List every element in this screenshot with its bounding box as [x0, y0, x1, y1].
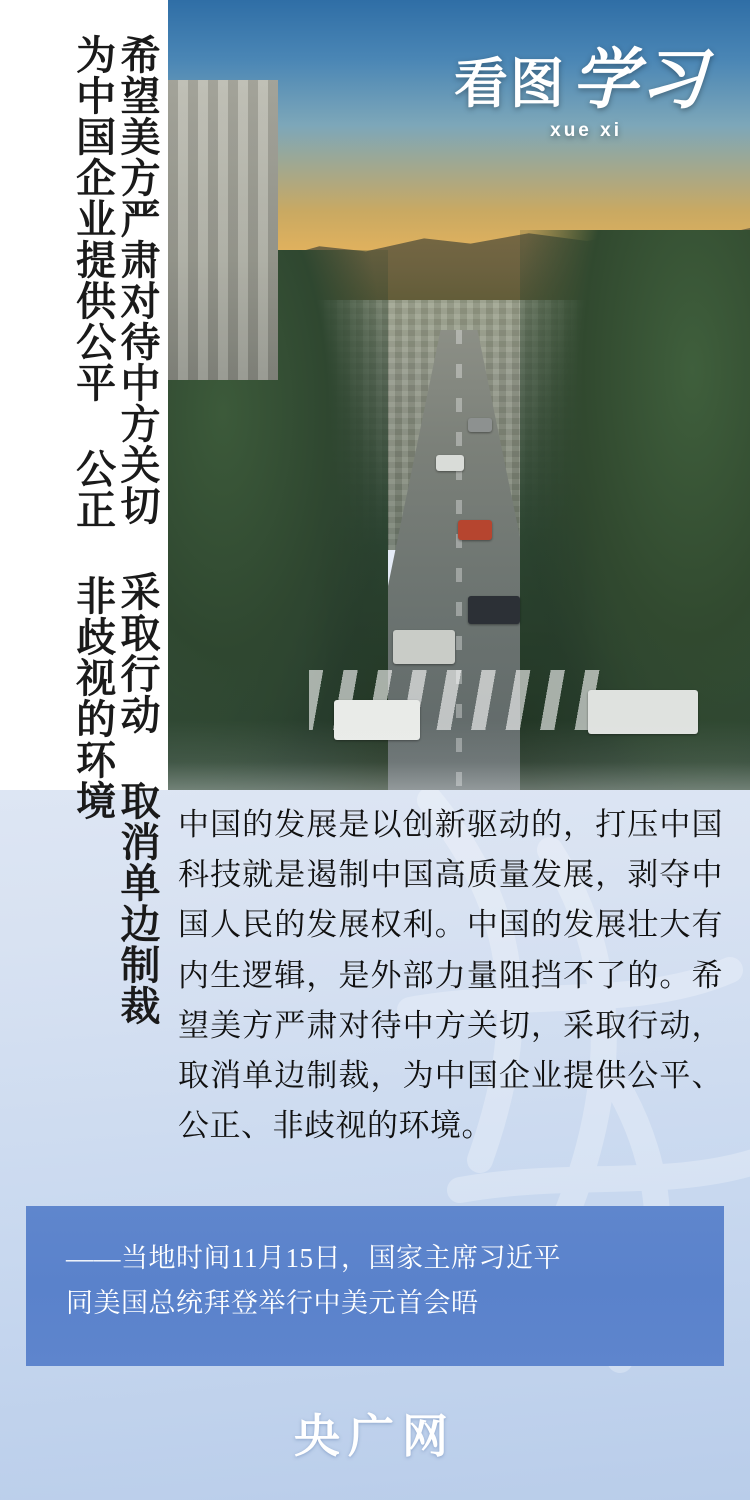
photo-bottom-fade: [168, 720, 750, 790]
photo-foreground-building: [168, 80, 278, 380]
photo-car: [468, 596, 520, 624]
footer: [0, 1366, 750, 1500]
photo-car: [436, 455, 464, 471]
photo-car: [468, 418, 492, 432]
quote-block: [178, 800, 723, 1152]
headline: [0, 0, 168, 1200]
brand-pinyin: xue xi: [550, 120, 622, 141]
source-line-2: 同美国总统拜登举行中美元首会晤: [66, 1288, 479, 1319]
source-box: [26, 1206, 724, 1366]
quote-text: 中国的发展是以创新驱动的，打压中国科技就是遏制中国高质量发展，剥夺中国人民的发展权利。中国的发展壮大有内生逻辑，是外部力量阻挡不了的。希望美方严肃对待中方关切，采取行动，取消单边制裁，为中国企业提供公平、公正、非歧视的环境。: [178, 807, 723, 1144]
headline-column-2: 为中国企业提供公平 公正 非歧视的环境: [70, 34, 115, 821]
brand-title: [454, 44, 708, 117]
brand-title-part1: 看图: [454, 54, 566, 114]
footer-logo: 央广网: [294, 1410, 456, 1462]
source-line-1: ——当地时间11月15日，国家主席习近平: [66, 1243, 561, 1273]
photo-car: [393, 630, 455, 664]
brand-title-part2: 学习: [572, 44, 708, 117]
photo-car: [458, 520, 492, 540]
brand-logo: [454, 44, 708, 142]
headline-column-1: 希望美方严肃对待中方关切 采取行动 取消单边制裁: [115, 34, 159, 1026]
